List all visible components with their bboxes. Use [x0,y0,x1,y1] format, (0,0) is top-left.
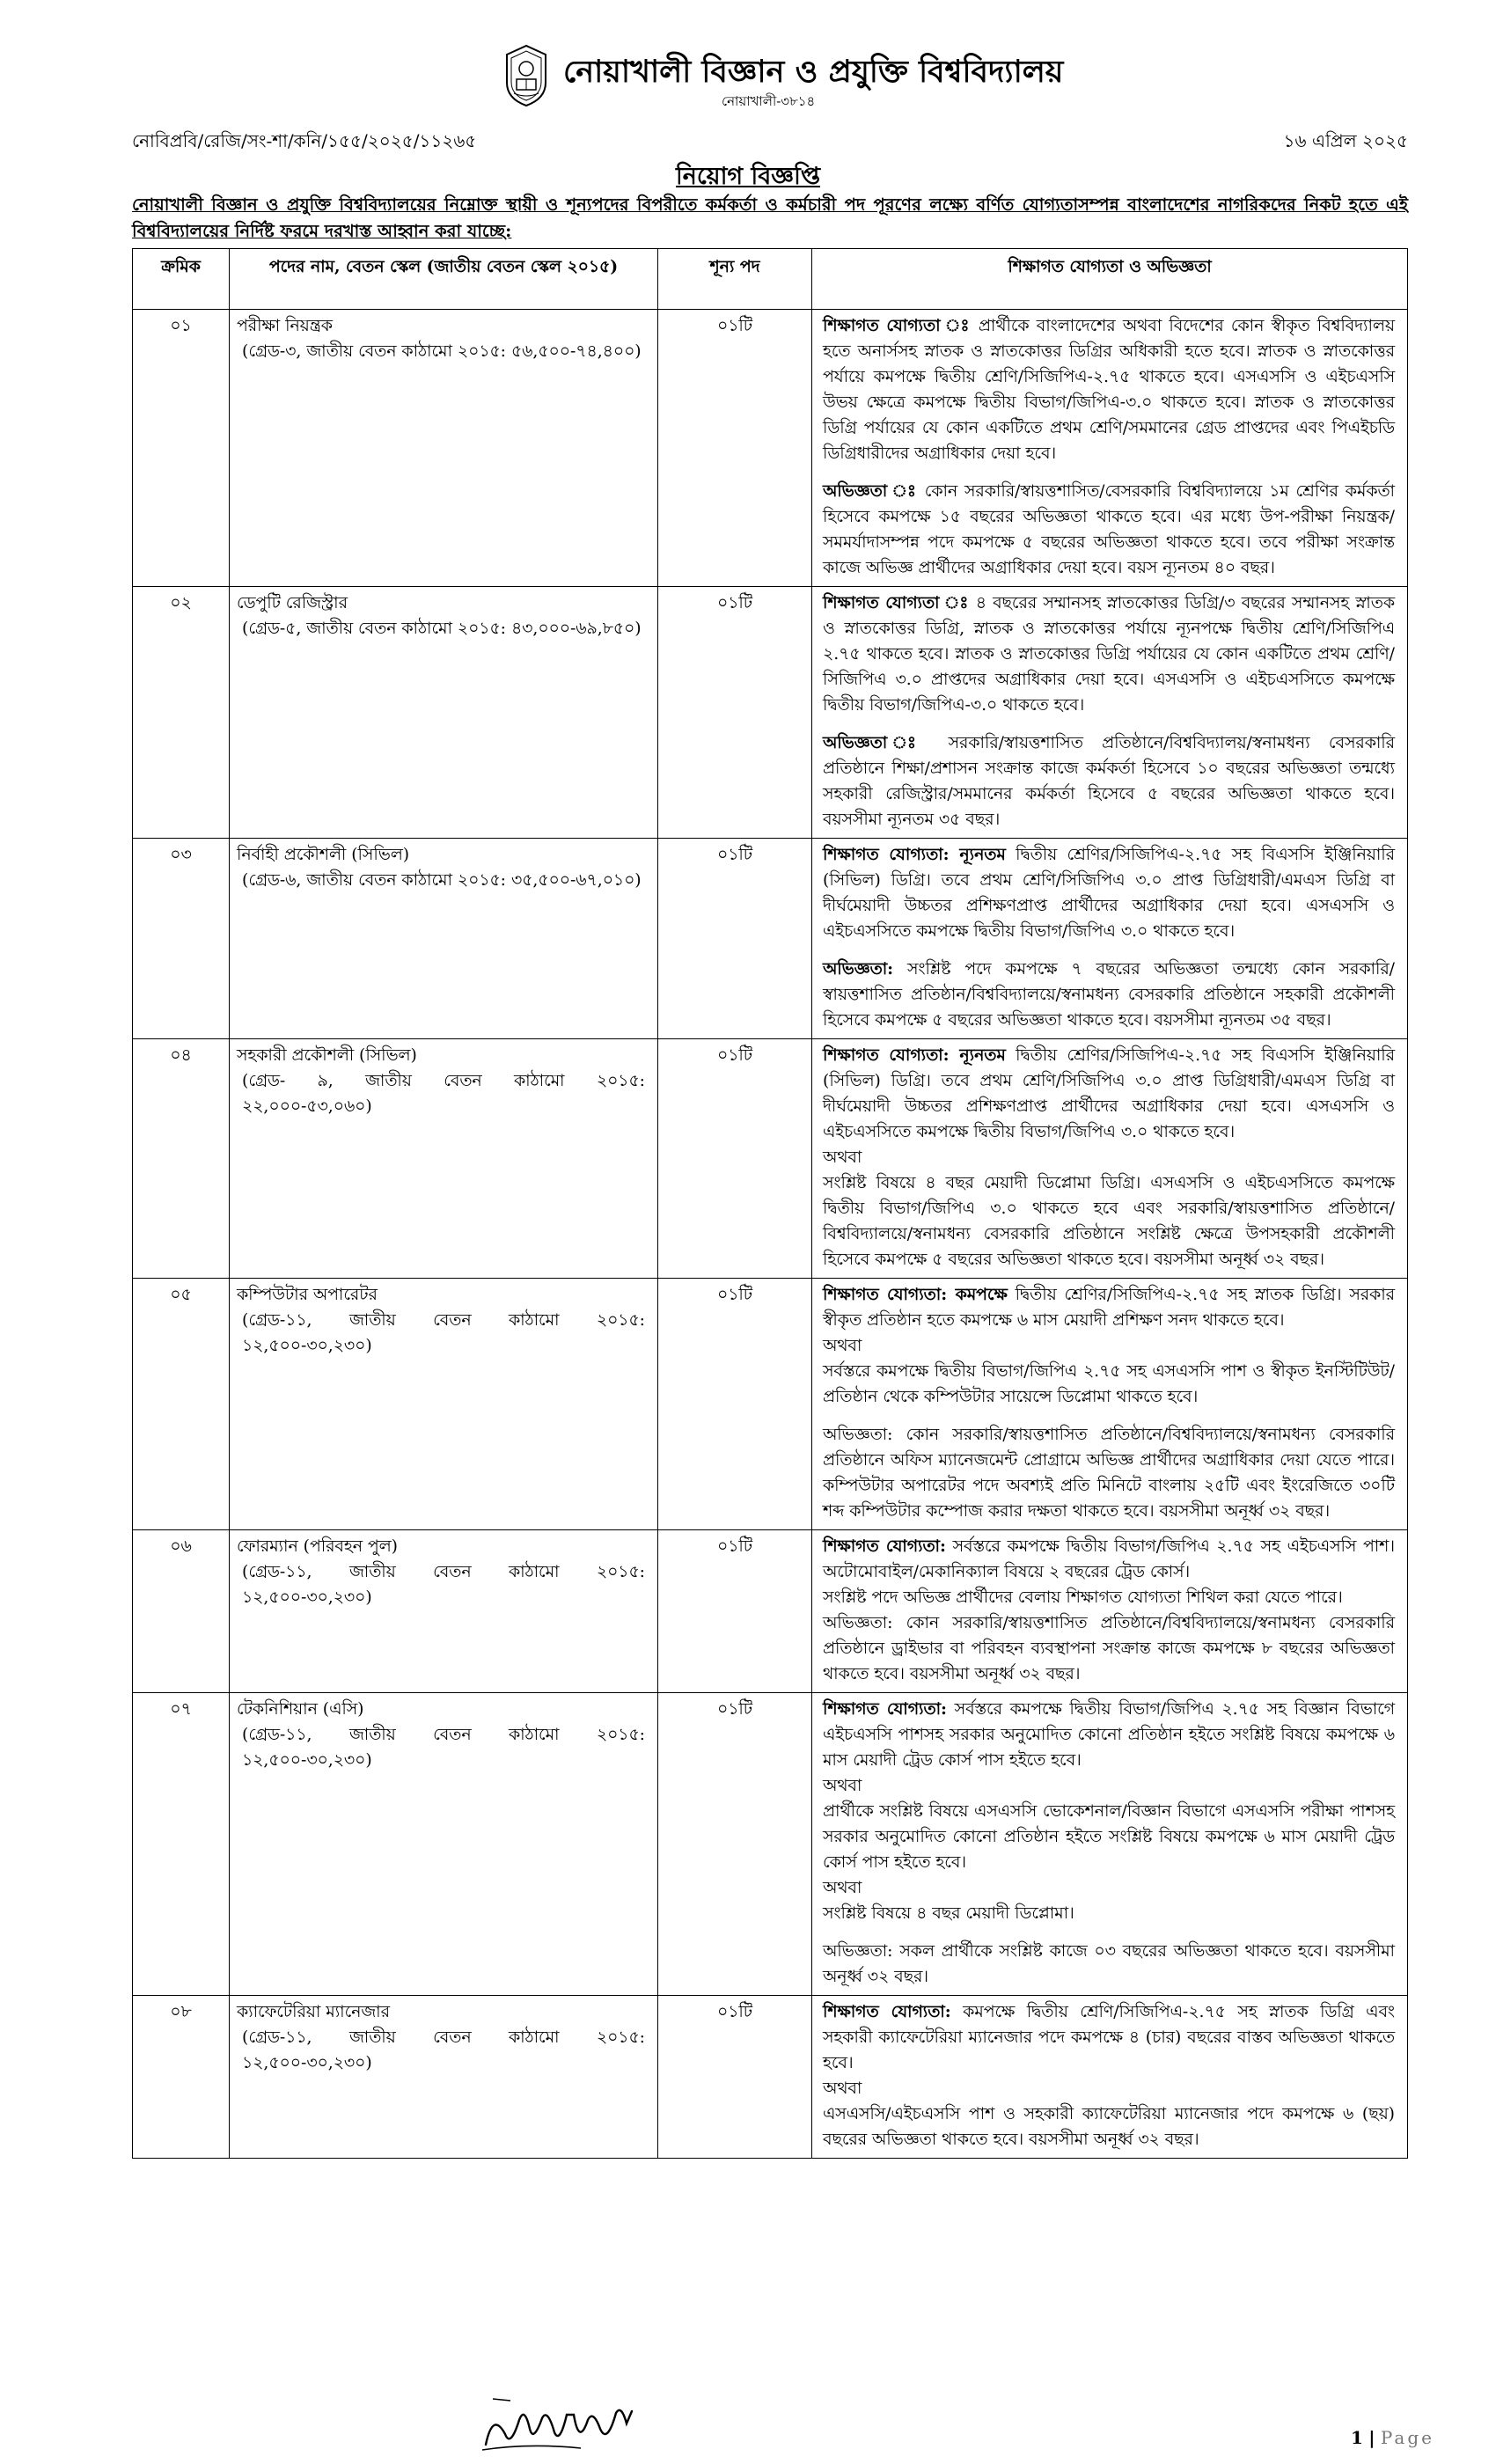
qualification-paragraph [823,957,1395,1033]
qualification-label: অভিজ্ঞতা ঃ [823,733,930,752]
post-cell [230,310,658,587]
serial-cell: ০৮ [133,1996,230,2159]
qualification-text: ৪ বছরের সম্মানসহ স্নাতকোত্তর ডিগ্রি/৩ বছরের সম্মানসহ স্নাতক ও স্নাতকোত্তর ডিগ্রি, স্নাতক ও স্নাতকোত্তর পর্যায়ে ন্যূনপক্ষে দ্বিতীয় শ্রেণি/সিজিপিএ ২.৭৫ থাকতে হবে। স্নাতক ও স্নাতকোত্তর ডিগ্রি পর্যায়ের যে কোন একটিতে প্রথম শ্রেণি/সিজিপিএ ৩.০ প্রাপ্তদের অগ্রাধিকার দেয়া হবে। এসএসসি ও এইচএসসিতে কমপক্ষে দ্বিতীয় বিভাগ/জিপিএ-৩.০ থাকতে হবে। [823,594,1395,715]
qualification-text: দ্বিতীয় শ্রেণির/সিজিপিএ-২.৭৫ সহ স্নাতক ডিগ্রি। সরকার স্বীকৃত প্রতিষ্ঠান হতে কমপক্ষে ৬ মাস মেয়াদী প্রশিক্ষণ সনদ থাকতে হবে। অথবা সর্বস্তরে কমপক্ষে দ্বিতীয় বিভাগ/জিপিএ ২.৭৫ সহ এসএসসি পাশ ও স্বীকৃত ইনস্টিটিউট/প্রতিষ্ঠান থেকে কম্পিউটার সায়েন্সে ডিপ্লোমা থাকতে হবে। [823,1286,1395,1406]
post-name: পরীক্ষা নিয়ন্ত্রক [237,317,333,335]
header-post: পদের নাম, বেতন স্কেল (জাতীয় বেতন স্কেল ২০১৫) [230,249,658,310]
vacancy-cell: ০১টি [658,1996,812,2159]
post-name: ফোরম্যান (পরিবহন পুল) [237,1537,398,1556]
qualification-paragraph [823,1282,1395,1410]
qualification-text: কোন সরকারি/স্বায়ত্তশাসিত/বেসরকারি বিশ্ববিদ্যালয়ে ১ম শ্রেণির কর্মকর্তা হিসেবে কমপক্ষে ১৫ বছরের অভিজ্ঞতা থাকতে হবে। এর মধ্যে উপ-পরীক্ষা নিয়ন্ত্রক/সমমর্যাদাসম্পন্ন পদে কমপক্ষে ৫ বছরের অভিজ্ঞতা থাকতে হবে। তবে পরীক্ষা সংক্রান্ত কাজে অভিজ্ঞ প্রার্থীদের অগ্রাধিকার দেয়া হবে। বয়স ন্যূনতম ৪০ বছর। [823,482,1395,577]
table-row [133,1279,1408,1530]
table-row [133,310,1408,587]
serial-cell: ০৬ [133,1530,230,1693]
qualification-text: প্রার্থীকে বাংলাদেশের অথবা বিদেশের কোন স্বীকৃত বিশ্ববিদ্যালয় হতে অনার্সসহ স্নাতক ও স্নাতকোত্তর ডিগ্রির অধিকারী হতে হবে। স্নাতক ও স্নাতকোত্তর পর্যায়ে কমপক্ষে দ্বিতীয় শ্রেণি/সিজিপিএ-২.৭৫ থাকতে হবে। এসএসসি ও এইচএসসি উভয় ক্ষেত্রে কমপক্ষে দ্বিতীয় বিভাগ/জিপিএ-৩.০ থাকতে হবে। স্নাতক ও স্নাতকোত্তর ডিগ্রি পর্যায়ের যে কোন একটিতে প্রথম শ্রেণি/সমমানের গ্রেড প্রাপ্তদের এবং পিএইচডি ডিগ্রিধারীদের অগ্রাধিকার দেয়া হবে। [823,317,1395,463]
qualification-cell [812,1530,1408,1693]
qualification-label: শিক্ষাগত যোগ্যতা: ন্যূনতম [823,845,1006,864]
qualification-text: সরকারি/স্বায়ত্তশাসিত প্রতিষ্ঠানে/বিশ্ববিদ্যালয়/স্বনামধন্য বেসরকারি প্রতিষ্ঠানে শিক্ষা/প্রশাসন সংক্রান্ত কাজে কর্মকর্তা হিসেবে ১০ বছরের অভিজ্ঞতা তন্মধ্যে সহকারী রেজিস্ট্রার/সমমানের কর্মকর্তা হিসেবে ৫ বছরের অভিজ্ঞতা থাকতে হবে। বয়সসীমা ন্যূনতম ৩৫ বছর। [823,734,1396,829]
page-number-value: 1 [1350,2427,1363,2448]
post-name: ডেপুটি রেজিস্ট্রার [237,594,348,612]
university-location: নোয়াখালী-৩৮১৪ [722,93,816,109]
table-header-row [133,249,1408,310]
qualification-paragraph [823,842,1395,944]
qualification-paragraph [823,479,1395,581]
serial-cell: ০৪ [133,1039,230,1279]
header-vacancy: শূন্য পদ [658,249,812,310]
serial-cell: ০২ [133,587,230,839]
post-name: কম্পিউটার অপারেটর [237,1286,378,1304]
qualification-paragraph [823,1939,1395,1990]
qualification-text: সর্বস্তরে কমপক্ষে দ্বিতীয় বিভাগ/জিপিএ ২.৭৫ সহ বিজ্ঞান বিভাগে এইচএসসি পাশসহ সরকার অনুমোদিত কোনো প্রতিষ্ঠান হইতে সংশ্লিষ্ট বিষয়ে কমপক্ষে ৬ মাস মেয়াদী ট্রেড কোর্স পাস হইতে হবে। অথবা প্রার্থীকে সংশ্লিষ্ট বিষয়ে এসএসসি ভোকেশনাল/বিজ্ঞান বিভাগে এসএসসি পরীক্ষা পাশসহ সরকার অনুমোদিত কোনো প্রতিষ্ঠান হইতে সংশ্লিষ্ট বিষয়ে কমপক্ষে ৬ মাস মেয়াদী ট্রেড কোর্স পাস হইতে হবে। অথবা সংশ্লিষ্ট বিষয়ে ৪ বছর মেয়াদী ডিপ্লোমা। [823,1700,1395,1923]
qualification-text: দ্বিতীয় শ্রেণির/সিজিপিএ-২.৭৫ সহ বিএসসি ইঞ্জিনিয়ারি (সিভিল) ডিগ্রি। তবে প্রথম শ্রেণি/সিজিপিএ ৩.০ প্রাপ্ত ডিগ্রিধারী/এমএস ডিগ্রি বা দীর্ঘমেয়াদী উচ্চতর প্রশিক্ষণপ্রাপ্ত প্রার্থীদের অগ্রাধিকার দেয়া হবে। এসএসসি ও এইচএসসিতে কমপক্ষে দ্বিতীয় বিভাগ/জিপিএ ৩.০ থাকতে হবে। অথবা সংশ্লিষ্ট বিষয়ে ৪ বছর মেয়াদী ডিপ্লোমা ডিগ্রি। এসএসসি ও এইচএসসিতে কমপক্ষে দ্বিতীয় বিভাগ/জিপিএ ৩.০ থাকতে হবে এবং সরকারি/স্বায়ত্তশাসিত প্রতিষ্ঠানে/বিশ্ববিদ্যালয়ে/স্বনামধন্য বেসরকারি প্রতিষ্ঠানে সংশ্লিষ্ট ক্ষেত্রে উপসহকারী প্রকৌশলী হিসেবে কমপক্ষে ৫ বছরের অভিজ্ঞতা থাকতে হবে। বয়সসীমা অনূর্ধ্ব ৩২ বছর। [823,1046,1395,1269]
qualification-text: কমপক্ষে দ্বিতীয় শ্রেণি/সিজিপিএ-২.৭৫ সহ স্নাতক ডিগ্রি এবং সহকারী ক্যাফেটেরিয়া ম্যানেজার পদে কমপক্ষে ৪ (চার) বছরের বাস্তব অভিজ্ঞতা থাকতে হবে। অথবা এসএসসি/এইচএসসি পাশ ও সহকারী ক্যাফেটেরিয়া ম্যানেজার পদে কমপক্ষে ৬ (ছয়) বছরের অভিজ্ঞতা থাকতে হবে। বয়সসীমা অনূর্ধ্ব ৩২ বছর। [823,2003,1396,2149]
qualification-cell [812,1039,1408,1279]
pay-scale: (গ্রেড-৩, জাতীয় বেতন কাঠামো ২০১৫: ৫৬,৫০০-৭৪,৪০০) [242,342,642,361]
post-cell [230,1996,658,2159]
qualification-cell [812,839,1408,1039]
qualification-paragraph [823,1043,1395,1272]
table-row [133,839,1408,1039]
vacancy-cell: ০১টি [658,310,812,587]
qualification-text: অভিজ্ঞতা: সকল প্রার্থীকে সংশ্লিষ্ট কাজে ০৩ বছরের অভিজ্ঞতা থাকতে হবে। বয়সসীমা অনূর্ধ্ব ৩২ বছর। [823,1942,1395,1986]
vacancy-table [132,248,1408,2159]
qualification-label: শিক্ষাগত যোগ্যতা: ন্যূনতম [823,1045,1006,1065]
serial-cell: ০৫ [133,1279,230,1530]
pay-scale: (গ্রেড-১১, জাতীয় বেতন কাঠামো ২০১৫: ১২,৫০০-৩০,২৩০) [242,1726,645,1770]
page-title: নিয়োগ বিজ্ঞপ্তি [675,163,821,190]
signature-icon [475,2394,651,2457]
post-cell [230,587,658,839]
table-body [133,310,1408,2159]
qualification-cell [812,1693,1408,1996]
qualification-text: দ্বিতীয় শ্রেণির/সিজিপিএ-২.৭৫ সহ বিএসসি ইঞ্জিনিয়ারি (সিভিল) ডিগ্রি। তবে প্রথম শ্রেণি/সিজিপিএ ৩.০ প্রাপ্ত ডিগ্রিধারী/এমএস ডিগ্রি বা দীর্ঘমেয়াদী উচ্চতর প্রশিক্ষণপ্রাপ্ত প্রার্থীদের অগ্রাধিকার দেয়া হবে। এসএসসি ও এইচএসসিতে কমপক্ষে দ্বিতীয় বিভাগ/জিপিএ ৩.০ থাকতে হবে। [823,846,1395,941]
vacancy-cell: ০১টি [658,1530,812,1693]
vacancy-cell: ০১টি [658,1279,812,1530]
post-cell [230,1530,658,1693]
pay-scale: (গ্রেড-১১, জাতীয় বেতন কাঠামো ২০১৫: ১২,৫০০-৩০,২৩০) [242,1563,645,1607]
qualification-label: শিক্ষাগত যোগ্যতা: কমপক্ষে [823,1285,1008,1304]
qualification-label: অভিজ্ঞতা ঃ [823,481,918,501]
header-qualification: শিক্ষাগত যোগ্যতা ও অভিজ্ঞতা [812,249,1408,310]
qualification-paragraph [823,1534,1395,1687]
vacancy-cell: ০১টি [658,839,812,1039]
qualification-paragraph [823,590,1395,718]
page-label: Page [1380,2427,1434,2448]
qualification-paragraph [823,1422,1395,1524]
post-cell [230,839,658,1039]
qualification-paragraph [823,313,1395,466]
serial-cell: ০৩ [133,839,230,1039]
notice-date: ১৬ এপ্রিল ২০২৫ [1283,130,1408,151]
serial-cell: ০৭ [133,1693,230,1996]
pay-scale: (গ্রেড- ৯, জাতীয় বেতন কাঠামো ২০১৫: ২২,০০০-৫৩,০৬০) [242,1072,645,1116]
vacancy-cell: ০১টি [658,1693,812,1996]
qualification-text: অভিজ্ঞতা: কোন সরকারি/স্বায়ত্তশাসিত প্রতিষ্ঠানে/বিশ্ববিদ্যালয়ে/স্বনামধন্য বেসরকারি প্রতিষ্ঠানে অফিস ম্যানেজমেন্ট প্রোগ্রামে অভিজ্ঞ প্রার্থীদের অগ্রাধিকার দেয়া যেতে পারে। কম্পিউটার অপারেটর পদে অবশ্যই প্রতি মিনিটে বাংলায় ২৫টি এবং ইংরেজিতে ৩০টি শব্দ কম্পিউটার কম্পোজ করার দক্ষতা থাকতে হবে। বয়সসীমা অনূর্ধ্ব ৩২ বছর। [823,1426,1395,1521]
page-number [1351,2427,1434,2448]
table-row [133,1039,1408,1279]
qualification-cell [812,310,1408,587]
post-cell [230,1039,658,1279]
vacancy-cell: ০১টি [658,587,812,839]
table-row [133,1530,1408,1693]
qualification-label: শিক্ষাগত যোগ্যতা: [823,1536,946,1556]
vacancy-cell: ০১টি [658,1039,812,1279]
table-row [133,1996,1408,2159]
table-row [133,1693,1408,1996]
qualification-cell [812,1279,1408,1530]
university-logo-icon [502,42,551,109]
memo-number: নোবিপ্রবি/রেজি/সং-শা/কনি/১৫৫/২০২৫/১১২৬৫ [132,130,477,151]
qualification-cell [812,1996,1408,2159]
serial-cell: ০১ [133,310,230,587]
qualification-cell [812,587,1408,839]
table-row [133,587,1408,839]
intro-text: নোয়াখালী বিজ্ঞান ও প্রযুক্তি বিশ্ববিদ্যালয়ের নিম্নোক্ত স্থায়ী ও শূন্যপদের বিপরীতে কর্মকর্তা ও কর্মচারী পদ পূরণের লক্ষ্যে বর্ণিত যোগ্যতাসম্পন্ন বাংলাদেশের নাগরিকদের নিকট হতে এই বিশ্ববিদ্যালয়ের নির্দিষ্ট ফরমে দরখাস্ত আহ্বান করা যাচ্ছে: [132,194,1408,241]
intro-paragraph [132,192,1408,245]
page-number-separator: | [1368,2427,1375,2448]
qualification-label: শিক্ষাগত যোগ্যতা: [823,2002,951,2021]
qualification-paragraph [823,1999,1395,2152]
post-cell [230,1693,658,1996]
header-serial: ক্রমিক [133,249,230,310]
qualification-label: অভিজ্ঞতা: [823,959,894,979]
post-name: নির্বাহী প্রকৌশলী (সিভিল) [237,846,410,864]
qualification-label: শিক্ষাগত যোগ্যতা ঃ [823,316,972,335]
pay-scale: (গ্রেড-১১, জাতীয় বেতন কাঠামো ২০১৫: ১২,৫০০-৩০,২৩০) [242,2028,645,2072]
qualification-paragraph [823,730,1395,832]
post-name: সহকারী প্রকৌশলী (সিভিল) [237,1046,417,1065]
university-name: নোয়াখালী বিজ্ঞান ও প্রযুক্তি বিশ্ববিদ্যালয় [563,54,1064,90]
post-name: টেকনিশিয়ান (এসি) [237,1700,364,1719]
post-cell [230,1279,658,1530]
post-name: ক্যাফেটেরিয়া ম্যানেজার [237,2003,390,2021]
qualification-paragraph [823,1697,1395,1926]
qualification-label: শিক্ষাগত যোগ্যতা: [823,1699,947,1719]
qualification-label: শিক্ষাগত যোগ্যতা ঃ [823,593,970,612]
qualification-text: সর্বস্তরে কমপক্ষে দ্বিতীয় বিভাগ/জিপিএ ২.৭৫ সহ এইচএসসি পাশ। অটোমোবাইল/মেকানিক্যাল বিষয়ে ২ বছরের ট্রেড কোর্স। সংশ্লিষ্ট পদে অভিজ্ঞ প্রার্থীদের বেলায় শিক্ষাগত যোগ্যতা শিথিল করা যেতে পারে। অভিজ্ঞতা: কোন সরকারি/স্বায়ত্তশাসিত প্রতিষ্ঠানে/বিশ্ববিদ্যালয়ে/স্বনামধন্য বেসরকারি প্রতিষ্ঠানে ড্রাইভার বা পরিবহন ব্যবস্থাপনা সংক্রান্ত কাজে কমপক্ষে ৮ বছরের অভিজ্ঞতা থাকতে হবে। বয়সসীমা অনূর্ধ্ব ৩২ বছর। [823,1537,1395,1683]
pay-scale: (গ্রেড-৬, জাতীয় বেতন কাঠামো ২০১৫: ৩৫,৫০০-৬৭,০১০) [242,871,642,890]
letterhead [0,35,1496,114]
pay-scale: (গ্রেড-৫, জাতীয় বেতন কাঠামো ২০১৫: ৪৩,০০০-৬৯,৮৫০) [242,620,642,638]
pay-scale: (গ্রেড-১১, জাতীয় বেতন কাঠামো ২০১৫: ১২,৫০০-৩০,২৩০) [242,1311,645,1355]
qualification-text: সংশ্লিষ্ট পদে কমপক্ষে ৭ বছরের অভিজ্ঞতা তন্মধ্যে কোন সরকারি/স্বায়ত্তশাসিত প্রতিষ্ঠান/বিশ্ববিদ্যালয়ে/স্বনামধন্য বেসরকারি প্রতিষ্ঠানে সহকারী প্রকৌশলী হিসেবে কমপক্ষে ৫ বছরের অভিজ্ঞতা থাকতে হবে। বয়সসীমা ন্যূনতম ৩৫ বছর। [823,960,1395,1030]
